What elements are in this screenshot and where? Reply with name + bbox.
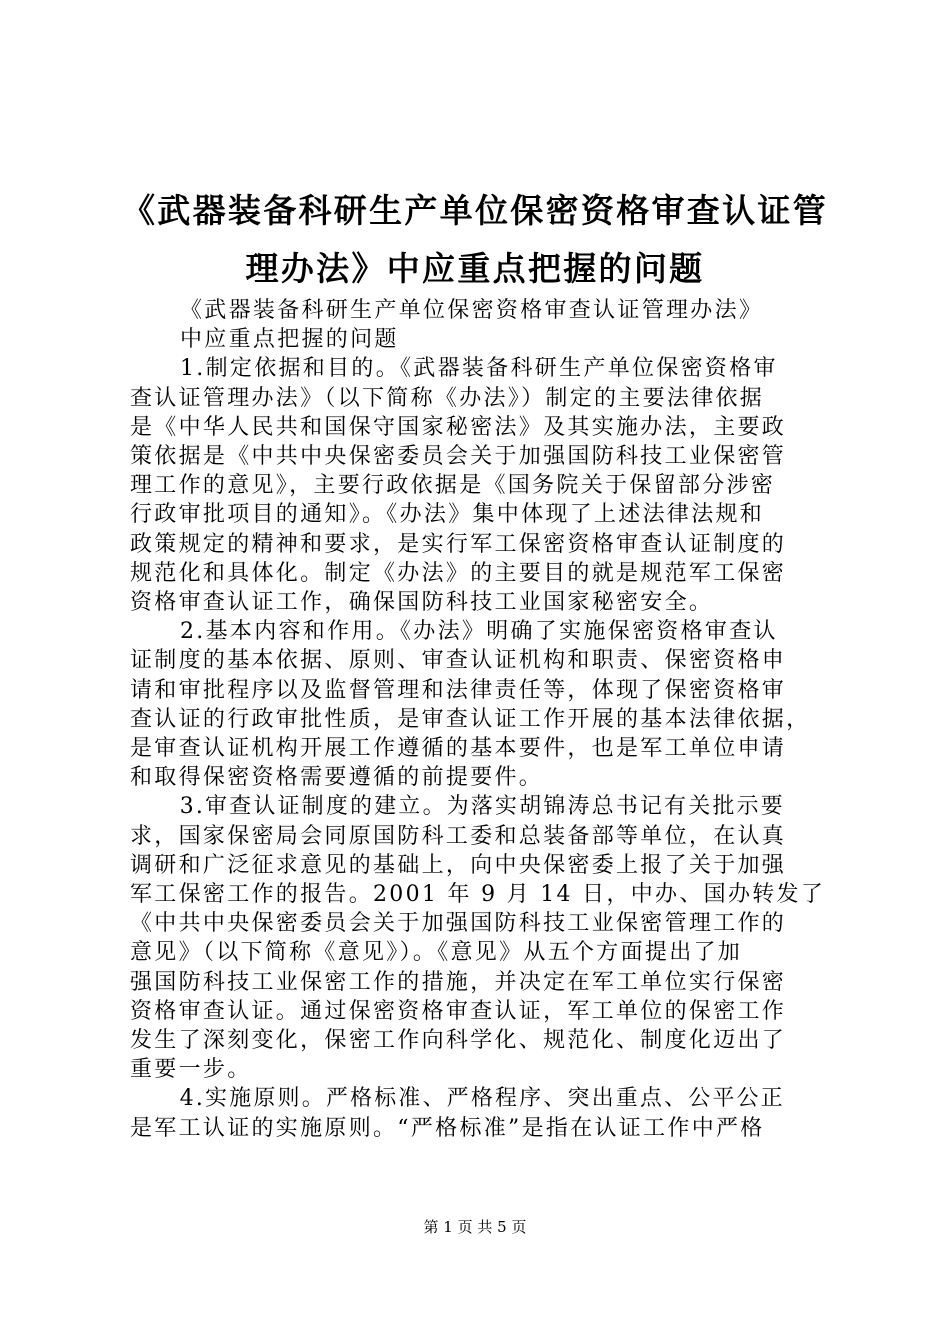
body-line: 请和审批程序以及监督管理和法律责任等，体现了保密资格审 (130, 677, 787, 703)
body-line: 证制度的基本依据、原则、审查认证机构和职责、保密资格申 (130, 648, 787, 674)
body-line: 政策规定的精神和要求，是实行军工保密资格审查认证制度的 (130, 531, 787, 557)
title-line-1: 《武器装备科研生产单位保密资格审查认证管 (122, 191, 828, 230)
body-line: 重要一步。 (130, 1057, 252, 1083)
body-line: 1.制定依据和目的。《武器装备科研生产单位保密资格审 (180, 356, 778, 382)
body-line: 调研和广泛征求意见的基础上，向中央保密委上报了关于加强 (130, 852, 787, 878)
body-line: 意见》（以下简称《意见》）。《意见》从五个方面提出了加 (130, 940, 743, 966)
body-line: 军工保密工作的报告。2001 年 9 月 14 日，中办、国办转发了 (130, 882, 826, 908)
body-line: 《中共中央保密委员会关于加强国防科技工业保密管理工作的 (130, 911, 787, 937)
body-line: 规范化和具体化。制定《办法》的主要目的就是规范军工保密 (130, 560, 787, 586)
body-line: 资格审查认证工作，确保国防科技工业国家秘密安全。 (130, 590, 714, 616)
body-line: 是审查认证机构开展工作遵循的基本要件，也是军工单位申请 (130, 736, 787, 762)
page-footer: 第 1 页 共 5 页 (423, 1218, 527, 1236)
body-line: 发生了深刻变化，保密工作向科学化、规范化、制度化迈出了 (130, 1028, 787, 1054)
body-line: 理工作的意见》，主要行政依据是《国务院关于保留部分涉密 (130, 473, 776, 499)
body-line: 和取得保密资格需要遵循的前提要件。 (130, 765, 544, 791)
body-line: 《武器装备科研生产单位保密资格审查认证管理办法》 (180, 298, 764, 323)
body-line: 中应重点把握的问题 (180, 327, 399, 353)
body-line: 是军工认证的实施原则。“严格标准”是指在认证工作中严格 (130, 1115, 765, 1141)
body-line: 2.基本内容和作用。《办法》明确了实施保密资格审查认 (180, 619, 778, 645)
body-line: 求，国家保密局会同原国防科工委和总装备部等单位，在认真 (130, 823, 787, 849)
title-line-2: 理办法》中应重点把握的问题 (245, 249, 705, 288)
document-title (100, 182, 850, 298)
body-line: 查认证的行政审批性质，是审查认证工作开展的基本法律依据， (130, 706, 811, 732)
body-line: 强国防科技工业保密工作的措施，并决定在军工单位实行保密 (130, 969, 787, 995)
body-line: 查认证管理办法》（以下简称《办法》）制定的主要法律依据 (130, 385, 765, 411)
body-line: 4.实施原则。严格标准、严格程序、突出重点、公平公正 (179, 1086, 785, 1112)
body-line: 3.审查认证制度的建立。为落实胡锦涛总书记有关批示要 (179, 794, 785, 820)
document-body (130, 296, 835, 1143)
body-line: 行政审批项目的通知》。《办法》集中体现了上述法律法规和 (130, 502, 765, 528)
body-line: 是《中华人民共和国保守国家秘密法》及其实施办法，主要政 (130, 414, 787, 440)
body-line: 资格审查认证。通过保密资格审查认证，军工单位的保密工作 (130, 998, 787, 1024)
body-line: 策依据是《中共中央保密委员会关于加强国防科技工业保密管 (130, 444, 787, 470)
